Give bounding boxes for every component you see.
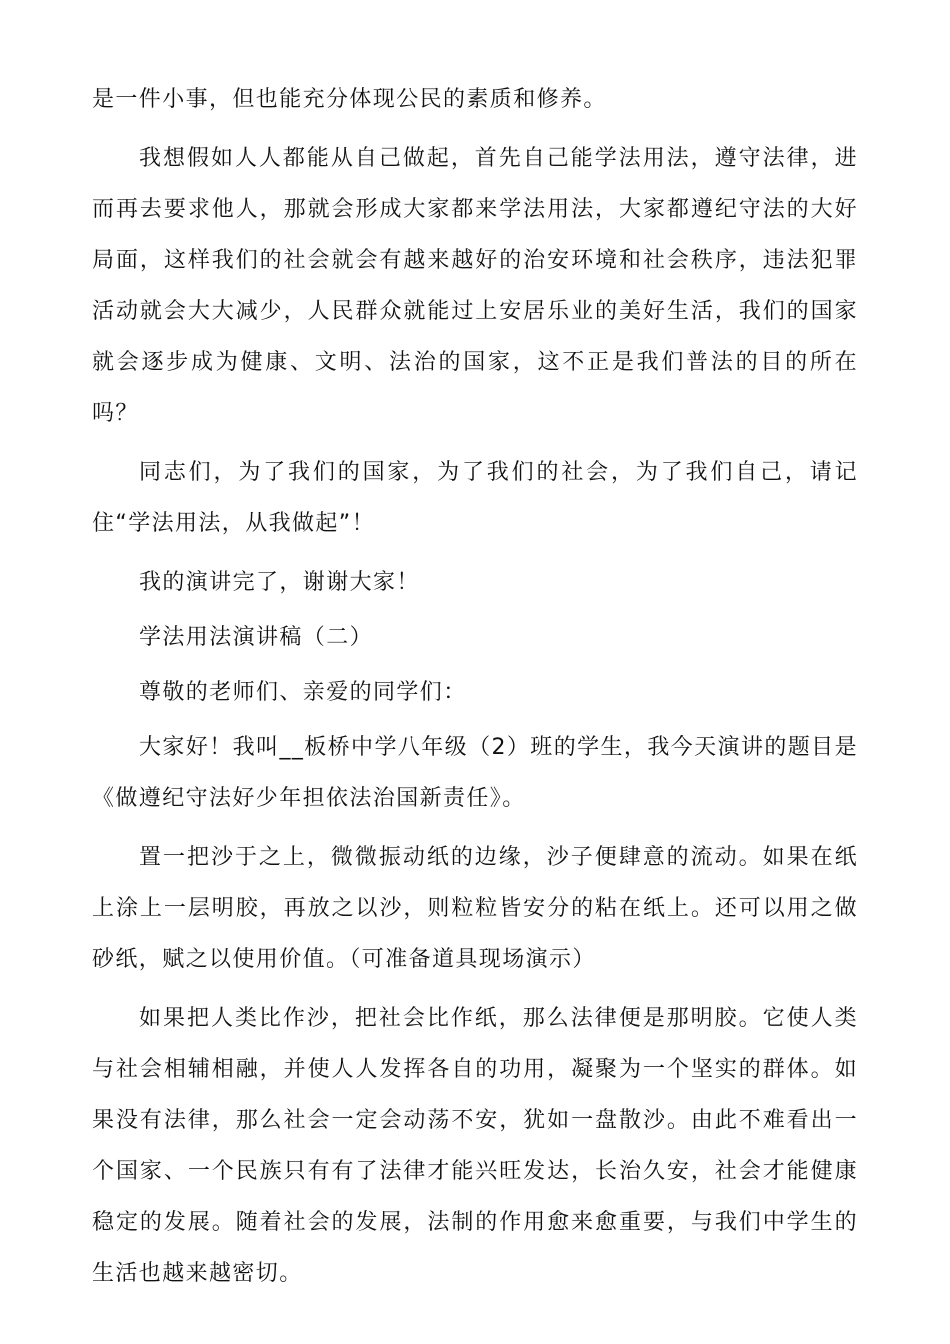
paragraph-body: 同志们，为了我们的国家，为了我们的社会，为了我们自己，请记住“学法用法，从我做起”！	[92, 460, 858, 536]
section-heading: 学法用法演讲稿（二）	[139, 625, 374, 650]
closing-line: 我的演讲完了，谢谢大家！	[139, 570, 420, 595]
paragraph-body: 大家好！我叫__板桥中学八年级（2）班的学生，我今天演讲的题目是《做遵纪守法好少年担依法治国新责任》。	[92, 735, 858, 811]
paragraph-body: 置一把沙于之上，微微振动纸的边缘，沙子便肆意的流动。如果在纸上涂上一层明胶，再放之以沙，则粒粒皆安分的粘在纸上。还可以用之做砂纸，赋之以使用价值。（可准备道具现场演示）	[92, 845, 858, 972]
paragraph-continuation: 是一件小事，但也能充分体现公民的素质和修养。	[92, 87, 607, 112]
salutation: 尊敬的老师们、亲爱的同学们：	[139, 680, 467, 705]
paragraph-body: 我想假如人人都能从自己做起，首先自己能学法用法，遵守法律，进而再去要求他人，那就会形成大家都来学法用法，大家都遵纪守法的大好局面，这样我们的社会就会有越来越好的治安环境和社会秩序，违法犯罪活动就会大大减少，人民群众就能过上安居乐业的美好生活，我们的国家就会逐步成为健康、文明、法治的国家，这不正是我们普法的目的所在吗？	[92, 146, 858, 426]
document-page	[92, 74, 858, 1299]
paragraph-body: 如果把人类比作沙，把社会比作纸，那么法律便是那明胶。它使人类与社会相辅相融，并使人人发挥各自的功用，凝聚为一个坚实的群体。如果没有法律，那么社会一定会动荡不安，犹如一盘散沙。由此不难看出一个国家、一个民族只有有了法律才能兴旺发达，长治久安，社会才能健康稳定的发展。随着社会的发展，法制的作用愈来愈重要，与我们中学生的生活也越来越密切。	[92, 1006, 858, 1286]
